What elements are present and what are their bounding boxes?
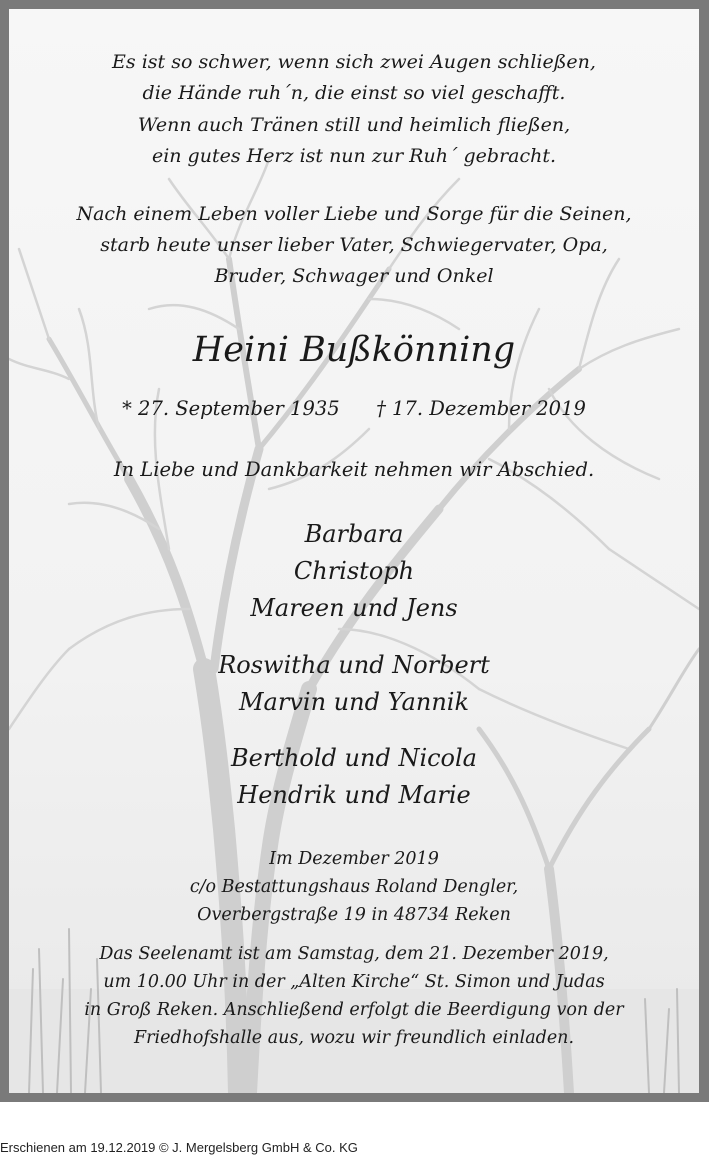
- family-group: [9, 740, 699, 814]
- life-dates: [9, 394, 699, 424]
- death-announcement: [9, 199, 699, 292]
- family-group: [9, 516, 699, 627]
- service-line: um 10.00 Uhr in der „Alten Kirche“ St. Simon und Judas: [103, 972, 605, 992]
- info-line: Im Dezember 2019: [269, 849, 439, 869]
- publication-footer: Erschienen am 19.12.2019 © J. Mergelsberg GmbH & Co. KG: [0, 1140, 358, 1155]
- family-member: Hendrik und Marie: [237, 781, 471, 809]
- intro-line: Bruder, Schwager und Onkel: [214, 265, 494, 287]
- poem-line: Es ist so schwer, wenn sich zwei Augen schließen,: [112, 51, 596, 73]
- info-line: Overbergstraße 19 in 48734 Reken: [197, 905, 511, 925]
- funeral-service-details: [9, 940, 699, 1052]
- farewell-line: In Liebe und Dankbarkeit nehmen wir Abschied.: [113, 458, 595, 481]
- info-line: c/o Bestattungshaus Roland Dengler,: [189, 877, 519, 897]
- deceased-name: Heini Bußkönning: [192, 330, 516, 370]
- service-line: Friedhofshalle aus, wozu wir freundlich einladen.: [133, 1028, 575, 1048]
- family-member: Christoph: [293, 557, 415, 585]
- intro-line: starb heute unser lieber Vater, Schwiegervater, Opa,: [100, 234, 608, 256]
- service-line: Das Seelenamt ist am Samstag, dem 21. Dezember 2019,: [99, 944, 609, 964]
- family-member: Mareen und Jens: [250, 594, 458, 622]
- family-member: Berthold und Nicola: [231, 744, 477, 772]
- poem-line: die Hände ruh´n, die einst so viel geschafft.: [142, 82, 566, 105]
- family-member: Roswitha und Norbert: [218, 651, 490, 679]
- family-group: [9, 647, 699, 721]
- poem: [9, 47, 699, 172]
- poem-line: ein gutes Herz ist nun zur Ruh´ gebracht.: [151, 144, 557, 167]
- family-member: Marvin und Yannik: [238, 688, 469, 716]
- obituary-card: [9, 9, 699, 1093]
- death-date: † 17. Dezember 2019: [376, 397, 586, 420]
- family-member: Barbara: [304, 520, 404, 548]
- birth-date: * 27. September 1935: [122, 397, 340, 420]
- contact-info: [9, 845, 699, 929]
- poem-line: Wenn auch Tränen still und heimlich fließen,: [137, 113, 571, 136]
- intro-line: Nach einem Leben voller Liebe und Sorge für die Seinen,: [76, 203, 632, 225]
- service-line: in Groß Reken. Anschließend erfolgt die Beerdigung von der: [84, 1000, 624, 1020]
